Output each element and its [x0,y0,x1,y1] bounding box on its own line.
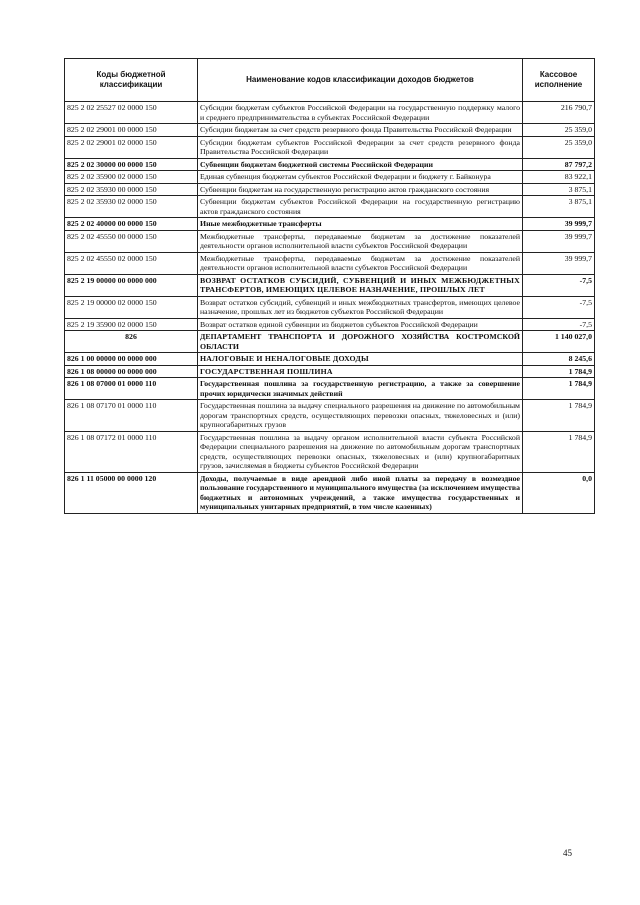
amount-cell: 0,0 [523,472,595,513]
table-body [65,102,595,514]
amount-cell: -7,5 [523,274,595,296]
amount-cell: 1 784,9 [523,365,595,378]
table-row [65,230,595,252]
code-cell: 825 2 02 35930 00 0000 150 [65,183,198,196]
name-cell: Государственная пошлина за выдачу органом исполнительной власти субъекта Российской Федерации специального разрешения на движение по автомобильным дорогам транспортных средств, осуществляющих перевозки опасных, тяжеловесных и (или) крупногабаритных грузов, зачисляемая в бюджеты субъектов Российской Федерации [198,431,523,472]
name-cell: Государственная пошлина за государственную регистрацию, а также за совершение прочих юридически значимых действий [198,378,523,400]
table-row [65,472,595,513]
name-cell: Государственная пошлина за выдачу специального разрешения на движение по автомобильным дорогам транспортных средств, осуществляющих перевозки опасных, тяжеловесных и (или) крупногабаритных грузов [198,400,523,432]
table-row [65,102,595,124]
code-cell: 825 2 02 35930 02 0000 150 [65,196,198,218]
name-cell: ВОЗВРАТ ОСТАТКОВ СУБСИДИЙ, СУБВЕНЦИЙ И ИНЫХ МЕЖБЮДЖЕТНЫХ ТРАНСФЕРТОВ, ИМЕЮЩИХ ЦЕЛЕВОЕ НАЗНАЧЕНИЕ, ПРОШЛЫХ ЛЕТ [198,274,523,296]
table-row [65,431,595,472]
amount-cell: -7,5 [523,318,595,331]
table-header-row [65,59,595,102]
name-cell: Возврат остатков субсидий, субвенций и иных межбюджетных трансфертов, имеющих целевое назначение, прошлых лет из бюджетов субъектов Российской Федерации [198,296,523,318]
amount-cell: 8 245,6 [523,353,595,366]
code-cell: 825 2 02 45550 00 0000 150 [65,230,198,252]
name-cell: Субсидии бюджетам субъектов Российской Федерации за счет средств резервного фонда Правительства Российской Федерации [198,136,523,158]
amount-cell: 1 784,9 [523,378,595,400]
name-cell: Межбюджетные трансферты, передаваемые бюджетам за достижение показателей деятельности органов исполнительной власти субъектов Российской Федерации [198,252,523,274]
table-row [65,252,595,274]
name-cell: Доходы, получаемые в виде арендной либо иной платы за передачу в возмездное пользование государственного и муниципального имущества (за исключением имущества бюджетных и автономных учреждений, а также имущества государственных и муниципальных унитарных предприятий, в том числе казенных) [198,472,523,513]
table-row [65,296,595,318]
code-cell: 825 2 02 29001 02 0000 150 [65,136,198,158]
code-cell: 826 1 00 00000 00 0000 000 [65,353,198,366]
amount-cell: 1 784,9 [523,431,595,472]
page-number: 45 [563,848,572,858]
name-cell: Возврат остатков единой субвенции из бюджетов субъектов Российской Федерации [198,318,523,331]
code-cell: 826 1 11 05000 00 0000 120 [65,472,198,513]
name-cell: Субвенции бюджетам на государственную регистрацию актов гражданского состояния [198,183,523,196]
code-cell: 826 [65,331,198,353]
header-name: Наименование кодов классификации доходов бюджетов [198,59,523,102]
table-row [65,274,595,296]
amount-cell: 3 875,1 [523,196,595,218]
name-cell: ДЕПАРТАМЕНТ ТРАНСПОРТА И ДОРОЖНОГО ХОЗЯЙСТВА КОСТРОМСКОЙ ОБЛАСТИ [198,331,523,353]
amount-cell: 39 999,7 [523,252,595,274]
table-row [65,136,595,158]
name-cell: ГОСУДАРСТВЕННАЯ ПОШЛИНА [198,365,523,378]
code-cell: 826 1 08 07170 01 0000 110 [65,400,198,432]
name-cell: Единая субвенция бюджетам субъектов Российской Федерации и бюджету г. Байконура [198,171,523,184]
table-row [65,353,595,366]
table-row [65,378,595,400]
header-codes: Коды бюджетной классификации [65,59,198,102]
amount-cell: 83 922,1 [523,171,595,184]
code-cell: 825 2 19 00000 02 0000 150 [65,296,198,318]
amount-cell: 3 875,1 [523,183,595,196]
amount-cell: -7,5 [523,296,595,318]
amount-cell: 1 140 027,0 [523,331,595,353]
code-cell: 825 2 02 29001 00 0000 150 [65,124,198,137]
name-cell: Субвенции бюджетам субъектов Российской Федерации на государственную регистрацию актов гражданского состояния [198,196,523,218]
table-row [65,124,595,137]
header-amount: Кассовое исполнение [523,59,595,102]
table-row [65,400,595,432]
name-cell: Субсидии бюджетам за счет средств резервного фонда Правительства Российской Федерации [198,124,523,137]
code-cell: 826 1 08 07172 01 0000 110 [65,431,198,472]
code-cell: 825 2 02 40000 00 0000 150 [65,218,198,231]
table-row [65,331,595,353]
code-cell: 825 2 02 45550 02 0000 150 [65,252,198,274]
table-row [65,365,595,378]
table-row [65,196,595,218]
name-cell: Субсидии бюджетам субъектов Российской Федерации на государственную поддержку малого и среднего предпринимательства в субъектах Российской Федерации [198,102,523,124]
table-row [65,218,595,231]
amount-cell: 216 790,7 [523,102,595,124]
code-cell: 826 1 08 07000 01 0000 110 [65,378,198,400]
code-cell: 825 2 02 35900 02 0000 150 [65,171,198,184]
code-cell: 825 2 02 30000 00 0000 150 [65,158,198,171]
name-cell: Межбюджетные трансферты, передаваемые бюджетам за достижение показателей деятельности органов исполнительной власти субъектов Российской Федерации [198,230,523,252]
amount-cell: 1 784,9 [523,400,595,432]
code-cell: 825 2 19 00000 00 0000 000 [65,274,198,296]
code-cell: 826 1 08 00000 00 0000 000 [65,365,198,378]
name-cell: Иные межбюджетные трансферты [198,218,523,231]
code-cell: 825 2 19 35900 02 0000 150 [65,318,198,331]
budget-revenue-table [64,58,595,514]
amount-cell: 25 359,0 [523,136,595,158]
table-row [65,318,595,331]
amount-cell: 25 359,0 [523,124,595,137]
table-row [65,158,595,171]
amount-cell: 39 999,7 [523,230,595,252]
code-cell: 825 2 02 25527 02 0000 150 [65,102,198,124]
amount-cell: 39 999,7 [523,218,595,231]
amount-cell: 87 797,2 [523,158,595,171]
table-row [65,171,595,184]
name-cell: Субвенции бюджетам бюджетной системы Российской Федерации [198,158,523,171]
name-cell: НАЛОГОВЫЕ И НЕНАЛОГОВЫЕ ДОХОДЫ [198,353,523,366]
table-row [65,183,595,196]
